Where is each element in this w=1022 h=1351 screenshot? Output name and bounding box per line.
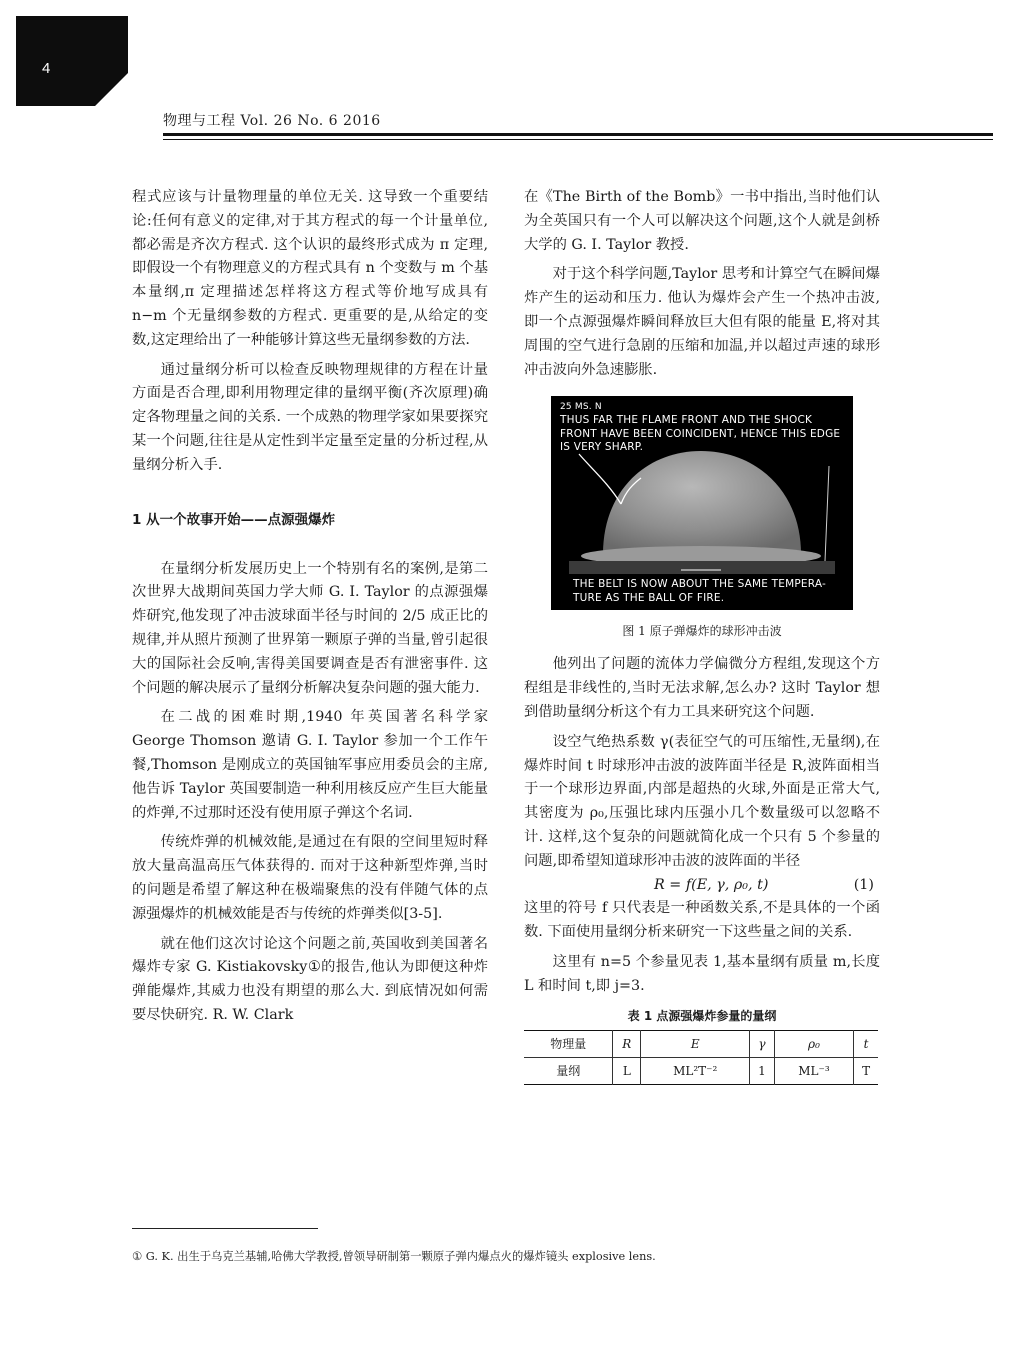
header-rule-thin xyxy=(163,139,993,140)
paragraph: 程式应该与计量物理量的单位无关. 这导致一个重要结论:任何有意义的定律,对于其方程式的每一个计量单位,都必需是齐次方程式. 这个认识的最终形式成为 π 定理,即假设一个有物理意义的方程式具有 n 个变数与 m 个基本量纲,π 定理描述怎样将这方程式等价地写成具有 n−m 个无量纲参数的方程式. 更重要的是,从给定的变数,这定理给出了一种能够计算这些无量纲参数的方法. xyxy=(132,189,488,348)
table-header-row xyxy=(524,1030,878,1057)
table-title: 表 1 点源强爆炸参量的量纲 xyxy=(627,1008,777,1023)
table-cell: t xyxy=(854,1030,878,1057)
paragraph: 他列出了问题的流体力学偏微分方程组,发现这个方程组是非线性的,当时无法求解,怎么办? 这时 Taylor 想到借助量纲分析这个有力工具来研究这个问题. xyxy=(524,656,880,720)
table-cell: L xyxy=(613,1057,641,1084)
north-label: N xyxy=(594,402,602,413)
paragraph: 设空气绝热系数 γ(表征空气的可压缩性,无量纲),在爆炸时间 t 时球形冲击波的波阵面半径是 R,波阵面相当于一个球形边界面,内部是超热的火球,外面是正常大气,其密度为 ρ₀,压强比球内压强小几个数量级可以忽略不计. 这样,这个复杂的问题就简化成一个只有 5 个参量的问题,即希望知道球形冲击波的波阵面的半径 xyxy=(524,733,880,869)
table-cell: ρ₀ xyxy=(774,1030,853,1057)
table-cell: ML⁻³ xyxy=(774,1057,853,1084)
table-row xyxy=(524,1057,878,1084)
paragraph: 通过量纲分析可以检查反映物理规律的方程在计量方面是否合理,即利用物理定律的量纲平衡(齐次原理)确定各物理量之间的关系. 一个成熟的物理学家如果要探究某一个问题,往往是从定性到半定量至定量的分析过程,从量纲分析入手. xyxy=(132,361,488,473)
table-cell: ML²T⁻² xyxy=(641,1057,750,1084)
table-cell: γ xyxy=(750,1030,775,1057)
paragraph: 这里的符号 f 只代表是一种函数关系,不是具体的一个函数. 下面使用量纲分析来研究一下这些量之间的关系. xyxy=(524,900,880,941)
paragraph: 在二战的困难时期,1940 年英国著名科学家 George Thomson 邀请 G. I. Taylor 参加一个工作午餐,Thomson 是刚成立的英国铀军事应用委员会的主席,他告诉 Taylor 英国要制造一种利用核反应产生巨大能量的炸弹,不过那时还没有使用原子弹这个名词. xyxy=(132,709,488,821)
header-rule-thick xyxy=(163,133,993,136)
paragraph: 传统炸弹的机械效能,是通过在有限的空间里短时释放大量高温高压气体获得的. 而对于这种新型炸弹,当时的问题是希望了解这种在极端聚焦的没有伴随气体的点源强爆炸的机械效能是否与传统的炸弹类似[3-5]. xyxy=(132,834,488,922)
table-cell: E xyxy=(641,1030,750,1057)
paragraph: 这里有 n=5 个参量见表 1,基本量纲有质量 m,长度 L 和时间 t,即 j=3. xyxy=(524,953,880,994)
page-number: 4 xyxy=(42,60,51,77)
left-column xyxy=(132,186,488,1028)
table-cell: T xyxy=(854,1057,878,1084)
figure-annotation-top: THUS FAR THE FLAME FRONT AND THE SHOCK FRONT HAVE BEEN COINCIDENT, HENCE THIS EDGE IS VERY SHARP. xyxy=(560,414,841,454)
table-cell: 1 xyxy=(750,1057,775,1084)
equation-number: (1) xyxy=(853,876,874,893)
equation-1 xyxy=(524,874,880,898)
table-cell: 物理量 xyxy=(524,1030,613,1057)
right-column xyxy=(524,186,880,1085)
paragraph: 在量纲分析发展历史上一个特别有名的案例,是第二次世界大战期间英国力学大师 G. I. Taylor 的点源强爆炸研究,他发现了冲击波球面半径与时间的 2/5 成正比的规律,并从照片预测了世界第一颗原子弹的当量,曾引起很大的国际社会反响,害得美国要调查是否有泄密事件. 这个问题的解决展示了量纲分析解决复杂问题的强大能力. xyxy=(132,560,488,696)
explosion-photo-figure xyxy=(551,396,853,610)
footnote-rule xyxy=(132,1228,318,1229)
paragraph: 就在他们这次讨论这个问题之前,英国收到美国著名爆炸专家 G. Kistiakovsky①的报告,他认为即便这种炸弹能爆炸,其威力也没有期望的那么大. 到底情况如何需要尽快研究. R. W. Clark xyxy=(132,935,488,1023)
page-number-box xyxy=(16,16,128,106)
corner-fold-icon xyxy=(94,72,128,106)
timestamp-label: 25 MS. xyxy=(560,402,592,413)
figure-annotation-bottom: THE BELT IS NOW ABOUT THE SAME TEMPERA-TURE AS THE BALL OF FIRE. xyxy=(573,578,826,604)
figure-caption: 图 1 原子弹爆炸的球形冲击波 xyxy=(622,624,782,639)
table-cell: 量纲 xyxy=(556,1064,581,1079)
section-heading: 1 从一个故事开始——点源强爆炸 xyxy=(132,511,336,528)
paragraph: 对于这个科学问题,Taylor 思考和计算空气在瞬间爆炸产生的运动和压力. 他认为爆炸会产生一个热冲击波,即一个点源强爆炸瞬间释放巨大但有限的能量 E,将对其周围的空气进行急剧的压缩和加温,并以超过声速的球形冲击波向外急速膨胀. xyxy=(524,266,880,378)
dimension-table xyxy=(524,1030,878,1085)
running-header: 物理与工程 Vol. 26 No. 6 2016 xyxy=(163,113,381,129)
table-cell: R xyxy=(613,1030,641,1057)
paragraph: 在《The Birth of the Bomb》一书中指出,当时他们认为全英国只有一个人可以解决这个问题,这个人就是剑桥大学的 G. I. Taylor 教授. xyxy=(524,189,880,253)
footnote: ① G. K. 出生于乌克兰基辅,哈佛大学教授,曾领导研制第一颗原子弹内爆点火的爆炸镜头 explosive lens. xyxy=(132,1250,656,1263)
equation-body: R = f(E, γ, ρ₀, t) xyxy=(654,876,769,893)
